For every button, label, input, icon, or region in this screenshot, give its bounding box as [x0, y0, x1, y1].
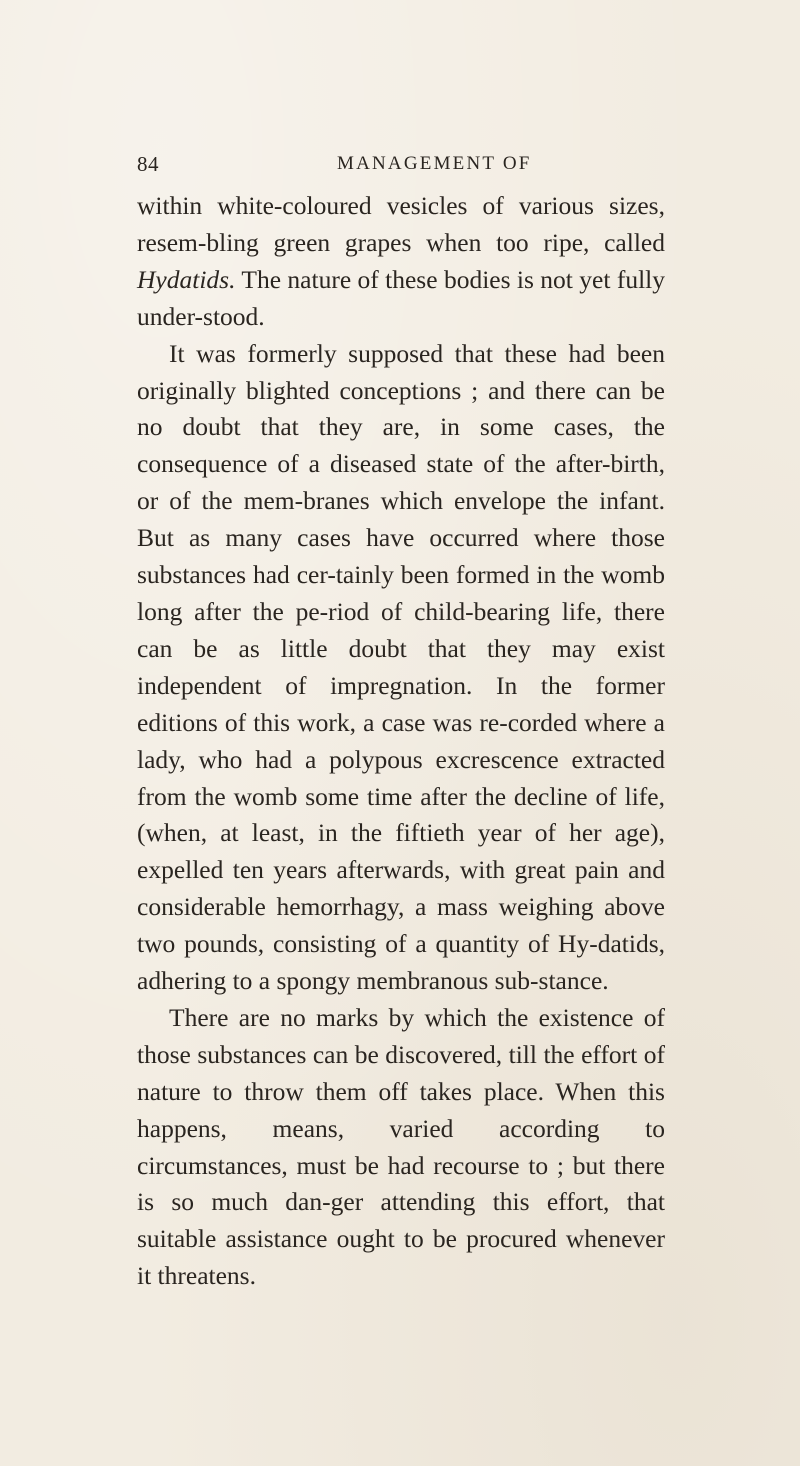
italic-term-hydatids: Hydatids. [137, 264, 236, 294]
paragraph-text: within white-coloured vesicles of various sizes, resem-bling green grapes when too ripe, called [137, 191, 665, 257]
body-text [137, 188, 665, 1295]
paragraph: There are no marks by which the existence of those substances can be discovered, till the effort of nature to throw them off takes place. When this happens, means, varied according to circumstances, must be had recourse to ; but there is so much dan-ger attending this effort, that suitable assistance ought to be procured whenever it threatens. [137, 1002, 665, 1291]
page-header [137, 152, 657, 180]
paragraph-continuation [137, 188, 665, 336]
paragraph: It was formerly supposed that these had been originally blighted conceptions ; and there can be no doubt that they are, in some cases, the consequence of a diseased state of the after-birth, or of the mem-branes which envelope the infant. But as many cases have occurred where those substances had cer-tainly been formed in the womb long after the pe-riod of child-bearing life, there can be as little doubt that they may exist independent of impregnation. In the former editions of this work, a case was re-corded where a lady, who had a polypous excrescence extracted from the womb some time after the decline of life, (when, at least, in the fiftieth year of her age), expelled ten years afterwards, with great pain and considerable hemorrhagy, a mass weighing above two pounds, consisting of a quantity of Hy-datids, adhering to a spongy membranous sub-stance. [137, 338, 665, 996]
running-head: MANAGEMENT OF [337, 153, 532, 174]
paragraph-text: The nature of these bodies is not yet fully under-stood. [137, 264, 665, 331]
page-number: 84 [137, 152, 159, 176]
